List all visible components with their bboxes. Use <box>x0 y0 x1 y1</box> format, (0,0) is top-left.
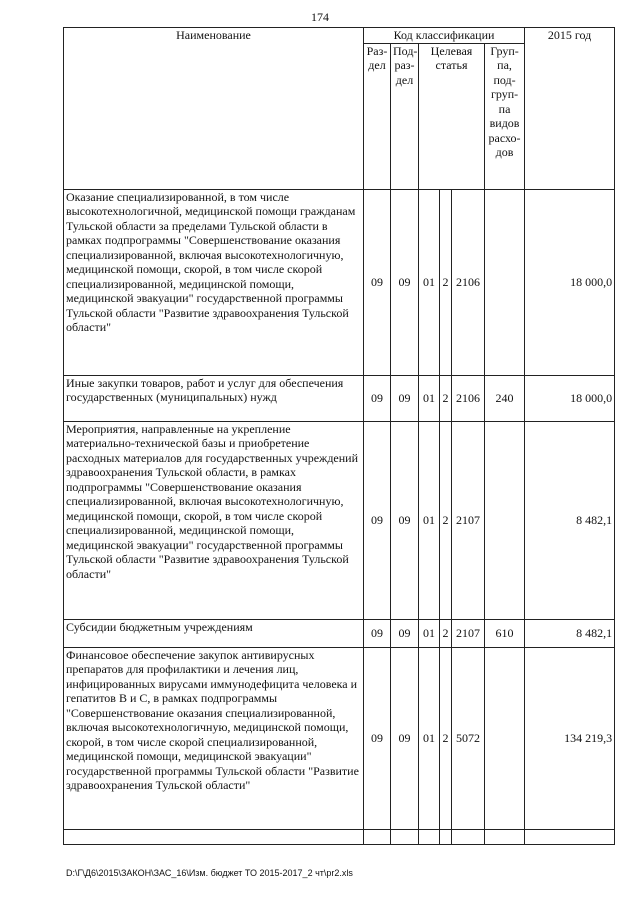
row-subprogram: 2 <box>440 619 452 647</box>
row-subsection: 09 <box>391 421 419 619</box>
row-section: 09 <box>364 189 391 375</box>
row-group <box>485 189 525 375</box>
row-section: 09 <box>364 647 391 829</box>
row-subprogram: 2 <box>440 189 452 375</box>
row-group: 240 <box>485 375 525 421</box>
row-group <box>485 421 525 619</box>
row-program: 01 <box>419 619 440 647</box>
header-subsection: Под- раз- дел <box>391 43 419 189</box>
row-name: Иные закупки товаров, работ и услуг для обеспечения государственных (муниципальных) нужд <box>64 375 364 421</box>
table-row <box>64 619 615 647</box>
row-program: 01 <box>419 375 440 421</box>
header-row <box>64 28 615 44</box>
header-target-item: Целевая статья <box>419 43 485 189</box>
budget-table <box>63 27 615 845</box>
header-classification-code: Код классификации <box>364 28 525 44</box>
row-name: Субсидии бюджетным учреждениям <box>64 619 364 647</box>
row-amount: 18 000,0 <box>525 189 615 375</box>
row-item: 2107 <box>452 421 485 619</box>
table-row-continuation <box>64 829 615 844</box>
header-section: Раз- дел <box>364 43 391 189</box>
row-amount: 134 219,3 <box>525 647 615 829</box>
row-item: 2107 <box>452 619 485 647</box>
row-amount: 18 000,0 <box>525 375 615 421</box>
row-subprogram: 2 <box>440 375 452 421</box>
row-program: 01 <box>419 189 440 375</box>
table-row <box>64 375 615 421</box>
row-program: 01 <box>419 421 440 619</box>
row-subprogram: 2 <box>440 421 452 619</box>
row-subsection: 09 <box>391 189 419 375</box>
row-section: 09 <box>364 421 391 619</box>
row-subprogram: 2 <box>440 647 452 829</box>
header-year: 2015 год <box>525 28 615 190</box>
row-group: 610 <box>485 619 525 647</box>
footer-file-path: D:\Г\Д6\2015\ЗАКОН\ЗАС_16\Изм. бюджет ТО 2015-2017_2 чт\pr2.xls <box>66 868 353 878</box>
row-item: 5072 <box>452 647 485 829</box>
row-subsection: 09 <box>391 375 419 421</box>
row-section: 09 <box>364 619 391 647</box>
row-item: 2106 <box>452 189 485 375</box>
page-number: 174 <box>311 10 329 24</box>
row-name: Оказание специализированной, в том числе высокотехнологичной, медицинской помощи гражданам Тульской области за пределами Тульской области в рамках подпрограммы "Совершенствование оказания специализированной, включая высокотехнологичную, медицинской помощи, скорой, в том числе скорой специализированной, медицинской помощи, медицинской эвакуации" государственной программы Тульской области "Развитие здравоохранения Тульской области" <box>64 189 364 375</box>
header-name: Наименование <box>64 28 364 190</box>
row-name: Мероприятия, направленные на укрепление материально-технической базы и приобретение расходных материалов для государственных учреждений здравоохранения Тульской области, в рамках подпрограммы "Совершенствование оказания специализированной, включая высокотехнологичную, медицинской помощи, скорой, в том числе скорой специализированной, медицинской помощи, медицинской эвакуации" государственной программы Тульской области "Развитие здравоохранения Тульской области" <box>64 421 364 619</box>
table-row <box>64 421 615 619</box>
row-amount: 8 482,1 <box>525 619 615 647</box>
row-amount: 8 482,1 <box>525 421 615 619</box>
row-name: Финансовое обеспечение закупок антивирусных препаратов для профилактики и лечения лиц, инфицированных вирусами иммунодефицита человека и гепатитов В и С, в рамках подпрограммы "Совершенствование оказания специализированной, включая высокотехнологичную, медицинской помощи, скорой, в том числе скорой специализированной, медицинской помощи, медицинской эвакуации" государственной программы Тульской области "Развитие здравоохранения Тульской области" <box>64 647 364 829</box>
row-subsection: 09 <box>391 647 419 829</box>
row-subsection: 09 <box>391 619 419 647</box>
row-section: 09 <box>364 375 391 421</box>
row-item: 2106 <box>452 375 485 421</box>
header-expense-group: Груп- па, под- груп- па видов расхо- дов <box>485 43 525 189</box>
row-program: 01 <box>419 647 440 829</box>
row-group <box>485 647 525 829</box>
table-row <box>64 647 615 829</box>
table-row <box>64 189 615 375</box>
